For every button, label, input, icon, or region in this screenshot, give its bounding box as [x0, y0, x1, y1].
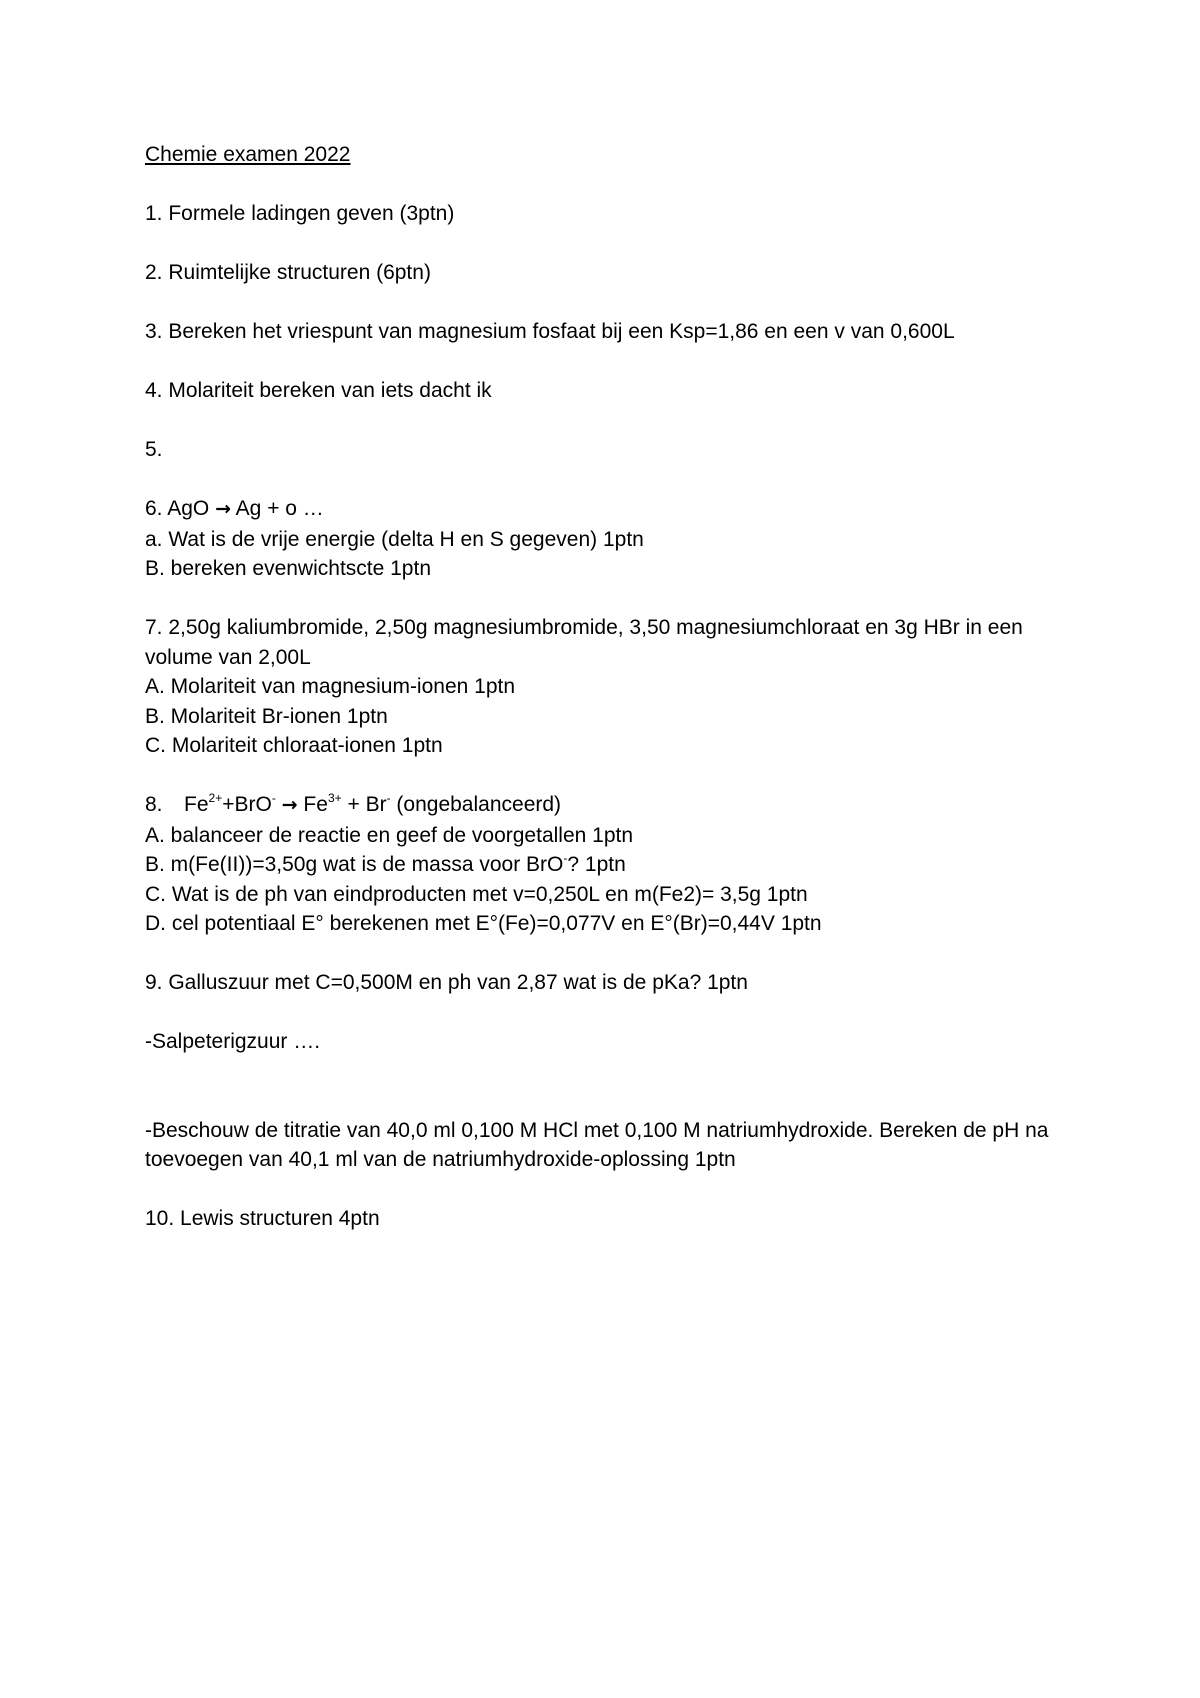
- question-6b: B. bereken evenwichtscte 1ptn: [145, 557, 432, 580]
- fe3-symbol: Fe: [303, 793, 328, 816]
- question-8b-charge: -: [563, 851, 568, 865]
- salpeterigzuur-item: -Salpeterigzuur ….: [145, 1030, 321, 1053]
- right-arrow-icon: →: [281, 794, 298, 816]
- question-8b-text: B. m(Fe(II))=3,50g wat is de massa voor BrO: [145, 853, 564, 876]
- spacer: [145, 1086, 1075, 1116]
- fe-charge: 2+: [208, 791, 223, 805]
- right-arrow-icon: →: [215, 498, 231, 520]
- br-charge: -: [386, 791, 391, 805]
- question-7a: A. Molariteit van magnesium-ionen 1ptn: [145, 675, 516, 698]
- question-8-number: 8.: [145, 793, 163, 816]
- question-6: [145, 494, 1075, 525]
- question-8: [145, 790, 1075, 821]
- question-7b: B. Molariteit Br-ionen 1ptn: [145, 704, 388, 728]
- question-3: 3. Bereken het vriespunt van magnesium fosfaat bij een Ksp=1,86 en een v van 0,600L: [145, 320, 955, 343]
- exam-document: [145, 140, 1075, 1234]
- question-8d: D. cel potentiaal E° berekenen met E°(Fe)=0,077V en E°(Br)=0,44V 1ptn: [145, 912, 822, 935]
- reaction-note: (ongebalanceerd): [396, 793, 562, 816]
- question-10: 10. Lewis structuren 4ptn: [145, 1207, 380, 1230]
- question-5: 5.: [145, 438, 163, 461]
- question-4: 4. Molariteit bereken van iets dacht ik: [145, 379, 492, 402]
- fe-symbol: Fe: [184, 793, 209, 816]
- bro-charge: -: [271, 791, 276, 805]
- question-7c: C. Molariteit chloraat-ionen 1ptn: [145, 734, 443, 757]
- spacer: [145, 406, 1075, 436]
- question-7: 7. 2,50g kaliumbromide, 2,50g magnesiumbromide, 3,50 magnesiumchloraat en 3g HBr in een volume van 2,00L: [145, 616, 1023, 669]
- spacer: [145, 1057, 1075, 1087]
- spacer: [145, 229, 1075, 259]
- spacer: [145, 998, 1075, 1028]
- question-8c: C. Wat is de ph van eindproducten met v=0,250L en m(Fe2)= 3,5g 1ptn: [145, 882, 808, 906]
- question-6-suffix: Ag + o …: [235, 497, 324, 520]
- question-6a: a. Wat is de vrije energie (delta H en S gegeven) 1ptn: [145, 527, 644, 551]
- question-9: 9. Galluszuur met C=0,500M en ph van 2,87 wat is de pKa? 1ptn: [145, 971, 748, 994]
- question-2: 2. Ruimtelijke structuren (6ptn): [145, 261, 431, 284]
- spacer: [145, 584, 1075, 614]
- spacer: [145, 170, 1075, 200]
- spacer: [145, 465, 1075, 495]
- titratie-item: -Beschouw de titratie van 40,0 ml 0,100 M HCl met 0,100 M natriumhydroxide. Bereken de pH na toevoegen van 40,1 ml van de natriumhydroxide-oplossing 1ptn: [145, 1118, 1049, 1171]
- spacer: [145, 288, 1075, 318]
- bro-symbol: +BrO: [222, 793, 272, 816]
- document-title: Chemie examen 2022: [145, 143, 351, 166]
- spacer: [145, 1175, 1075, 1205]
- spacer: [145, 761, 1075, 791]
- question-8b-end: ? 1ptn: [567, 853, 626, 876]
- spacer: [145, 939, 1075, 969]
- br-symbol: + Br: [347, 793, 387, 816]
- question-6-prefix: 6. AgO: [145, 497, 210, 520]
- question-1: 1. Formele ladingen geven (3ptn): [145, 202, 455, 225]
- question-8a: A. balanceer de reactie en geef de voorgetallen 1ptn: [145, 823, 634, 847]
- question-8b: [145, 850, 1075, 880]
- fe3-charge: 3+: [327, 791, 342, 805]
- spacer: [145, 347, 1075, 377]
